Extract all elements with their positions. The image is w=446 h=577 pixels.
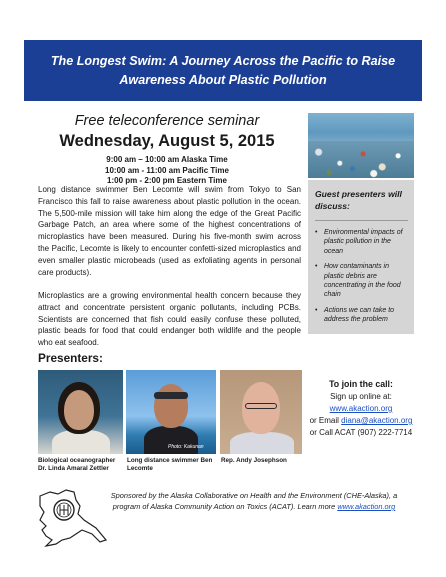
- caption-josephson: Rep. Andy Josephson: [221, 457, 287, 464]
- signup-link[interactable]: www.akaction.org: [329, 404, 393, 413]
- join-email-line: [306, 415, 416, 427]
- presenter-photo-josephson: [220, 370, 302, 454]
- topic-text: How contaminants in plastic debris are concentrating in the food chain: [324, 263, 401, 299]
- topic-text: Actions we can take to address the problem: [324, 306, 395, 324]
- guest-divider: [315, 220, 408, 221]
- topic-item: [315, 306, 408, 325]
- presenter-photo-zettler: [38, 370, 123, 454]
- che-alaska-logo: [36, 486, 108, 550]
- ocean-debris-photo: [308, 113, 414, 178]
- seminar-date: Wednesday, August 5, 2015: [59, 132, 275, 150]
- seminar-times: [36, 155, 298, 187]
- seminar-info: [36, 113, 298, 187]
- topic-item: [315, 228, 408, 256]
- bullet-icon: •: [315, 306, 318, 314]
- sponsor-note: [104, 490, 404, 512]
- sponsor-link[interactable]: www.akaction.org: [337, 502, 396, 511]
- bullet-icon: •: [315, 263, 318, 271]
- title-line-1: The Longest Swim: A Journey Across the Pacific to Raise: [50, 54, 396, 68]
- caption-lecomte: Long distance swimmer Ben Lecomte: [127, 457, 213, 472]
- caption-zettler: Biological oceanographer Dr. Linda Amaral Zettler: [38, 457, 116, 472]
- presenter-photo-lecomte: [126, 370, 216, 454]
- photo-credit: Photo: Kakunan: [168, 444, 204, 450]
- title-banner: [24, 40, 422, 101]
- time-eastern: 1:00 pm - 2:00 pm Eastern Time: [107, 176, 227, 185]
- topic-item: [315, 262, 408, 300]
- plastic-debris-image: [308, 141, 414, 178]
- body-paragraph-1: Long distance swimmer Ben Lecomte will swim from Tokyo to San Francisco this fall to raise awareness about plastic pollution in the ocean. The 5,500-mile mission will take him along the edge of the Great Pacific Garbage Patch, an area where some of the highest concentrations of microplastics have been measured. During his five-month swim across the Pacific, Lecomte is likely to encounter confetti-sized microplastics and even smaller plastic microbeads (used as exfoliating agents in personal care products).: [38, 185, 301, 277]
- body-paragraph-2: Microplastics are a growing environmental health concern because they attract and concentrate persistent organic pollutants, including PCBs. Scientists are concerned that fish could easily confuse these polluted, plastic beads for food that could endanger both wildlife and the people who eat seafood.: [38, 291, 301, 348]
- guest-topics-box: [308, 180, 414, 334]
- join-info: [306, 378, 416, 439]
- topic-text: Environmental impacts of plastic pollution in the ocean: [324, 229, 403, 255]
- seminar-kind: Free teleconference seminar: [74, 113, 260, 129]
- join-title: To join the call:: [329, 379, 393, 389]
- bullet-icon: •: [315, 229, 318, 236]
- join-phone: or Call ACAT (907) 222-7714: [309, 428, 413, 437]
- join-signup-text: Sign up online at:: [330, 392, 392, 401]
- time-pacific: 10:00 am - 11:00 am Pacific Time: [105, 165, 229, 175]
- sponsor-text: Sponsored by the Alaska Collaborative on Health and the Environment (CHE-Alaska), a program of Alaska Community Action on Toxics (ACAT). Learn more: [110, 491, 398, 511]
- guest-heading: Guest presenters will discuss:: [315, 189, 402, 211]
- topic-list: [315, 228, 408, 325]
- title-line-2: Awareness About Plastic Pollution: [119, 73, 327, 87]
- presenters-heading: Presenters:: [38, 351, 103, 365]
- time-alaska: 9:00 am – 10:00 am Alaska Time: [106, 155, 228, 164]
- email-link[interactable]: diana@akaction.org: [341, 416, 413, 425]
- email-prefix: or Email: [309, 416, 339, 425]
